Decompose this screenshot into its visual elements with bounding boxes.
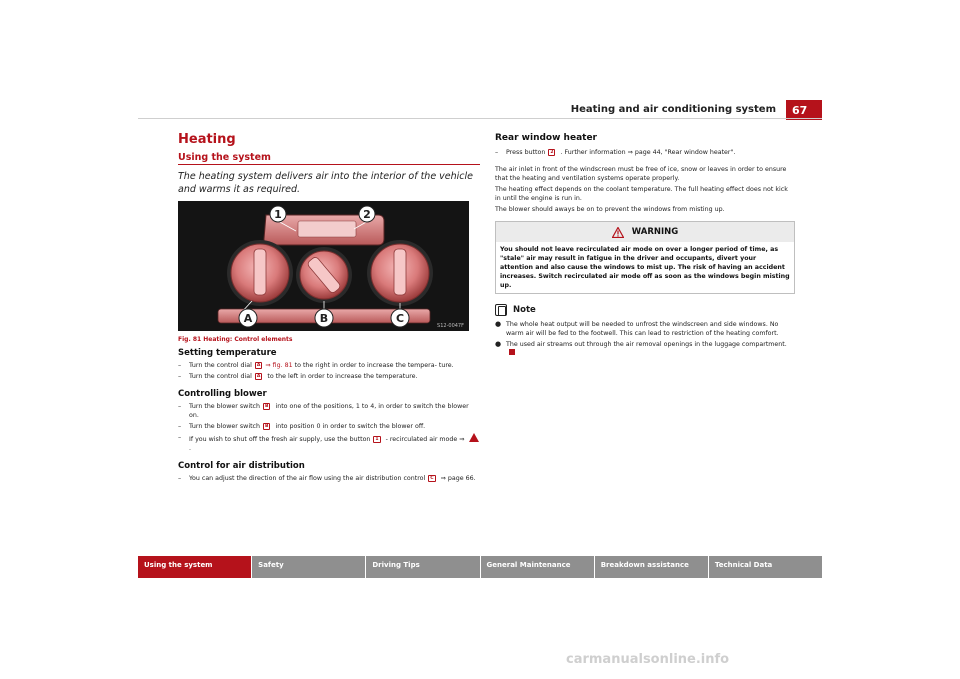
rear-window-heater-heading: Rear window heater: [495, 133, 597, 143]
control-label-b: B: [265, 424, 269, 429]
control-label-a: A: [256, 363, 261, 368]
footer-navigation: [138, 556, 822, 578]
warning-text: You should not leave recirculated air mode on over a longer period of time, as "stale" air may result in fatigue in the driver and occupants, divert your attention and also cause the windows to mist up. The risk of having an accident increases. Switch recirculated air mode off as soon as the windows begin misting up.: [500, 246, 790, 289]
left-column: [178, 132, 480, 485]
control-label-a: A: [256, 374, 261, 379]
header-rule: [138, 118, 822, 119]
watermark: carmanualsonline.info: [566, 652, 730, 667]
note-bullet: ● The whole heat output will be needed to unfrost the windscreen and side windows. No warm air will be fed to the footwell. This can lead to restriction of the heating comfort.: [495, 320, 779, 337]
controlling-blower-heading: Controlling blower: [178, 389, 267, 399]
control-label-c: C: [430, 476, 434, 481]
footer-tab-general-maintenance[interactable]: General Maintenance: [481, 556, 594, 578]
heating-controls-figure: [178, 201, 469, 331]
footer-tab-breakdown-assistance[interactable]: Breakdown assistance: [595, 556, 708, 578]
note-header: [495, 304, 795, 316]
body-paragraph: The blower should aways be on to prevent the windows from misting up.: [495, 206, 725, 213]
control-label-1: 1: [375, 437, 379, 442]
right-column: [495, 132, 795, 360]
section-title: Heating: [178, 132, 236, 147]
callout-C: [391, 309, 409, 327]
subsection-title: Using the system: [178, 152, 480, 165]
body-paragraph: The air inlet in front of the windscreen must be free of ice, snow or leaves in order to ensure that the heating and ventilation systems operate properly.: [495, 166, 787, 182]
figure-caption: Fig. 81 Heating: Control elements: [178, 336, 293, 343]
callout-B-label: B: [319, 312, 329, 325]
instruction-step: – Turn the blower switch B into one of the positions, 1 to 4, in order to switch the blower on.: [178, 403, 469, 419]
footer-tab-safety[interactable]: Safety: [252, 556, 365, 578]
air-distribution-heading: Control for air distribution: [178, 461, 305, 471]
header-title: Heating and air conditioning system: [570, 104, 776, 115]
control-label-2: 2: [550, 150, 554, 155]
callout-2: [359, 206, 375, 222]
instruction-step: – If you wish to shut off the fresh air supply, use the button 1 - recirculated air mode ⇒ .: [178, 433, 480, 453]
callout-1-label: 1: [274, 208, 282, 221]
lead-text: The heating system delivers air into the interior of the vehicle and warms it as required.: [178, 171, 474, 195]
body-paragraph: The heating effect depends on the coolant temperature. The full heating effect does not kick in until the engine is run in.: [495, 186, 788, 202]
callout-C-label: C: [395, 312, 405, 325]
warning-box: [495, 221, 795, 294]
section-end-marker: [509, 349, 515, 355]
warning-title: WARNING: [631, 227, 679, 237]
setting-temperature-heading: Setting temperature: [178, 348, 277, 358]
instruction-step: – Turn the blower switch B into position 0 in order to switch the blower off.: [178, 423, 426, 430]
footer-tab-using-the-system[interactable]: Using the system: [138, 556, 251, 578]
warning-icon[interactable]: [469, 433, 479, 442]
footer-tab-technical-data[interactable]: Technical Data: [709, 556, 822, 578]
heating-controls-illustration: [178, 201, 469, 331]
instruction-step: – Turn the control dial A to the left in order to increase the temperature.: [178, 373, 418, 380]
figure-link[interactable]: ⇒ fig. 81: [265, 362, 293, 369]
callout-B: [315, 309, 333, 327]
note-icon: [495, 304, 507, 316]
warning-triangle-icon: [612, 227, 624, 238]
note-bullet: ● The used air streams out through the air removal openings in the luggage compartment.: [495, 340, 795, 358]
warning-header: [496, 222, 794, 242]
instruction-step: – Press button 2 . Further information ⇒ page 44, "Rear window heater".: [495, 149, 736, 156]
callout-1: [270, 206, 286, 222]
page-number: 67: [786, 100, 822, 120]
callout-2-label: 2: [363, 208, 371, 221]
callout-A-label: A: [243, 312, 253, 325]
note-title: Note: [513, 305, 536, 315]
instruction-step: – You can adjust the direction of the air flow using the air distribution control C ⇒ page 66.: [178, 475, 476, 482]
callout-A: [239, 309, 257, 327]
control-label-b: B: [265, 404, 269, 409]
figure-code: S12-0047F: [437, 323, 464, 329]
instruction-step: – Turn the control dial A ⇒ fig. 81 to the right in order to increase the tempera- ture.: [178, 362, 454, 369]
footer-tab-driving-tips[interactable]: Driving Tips: [366, 556, 479, 578]
